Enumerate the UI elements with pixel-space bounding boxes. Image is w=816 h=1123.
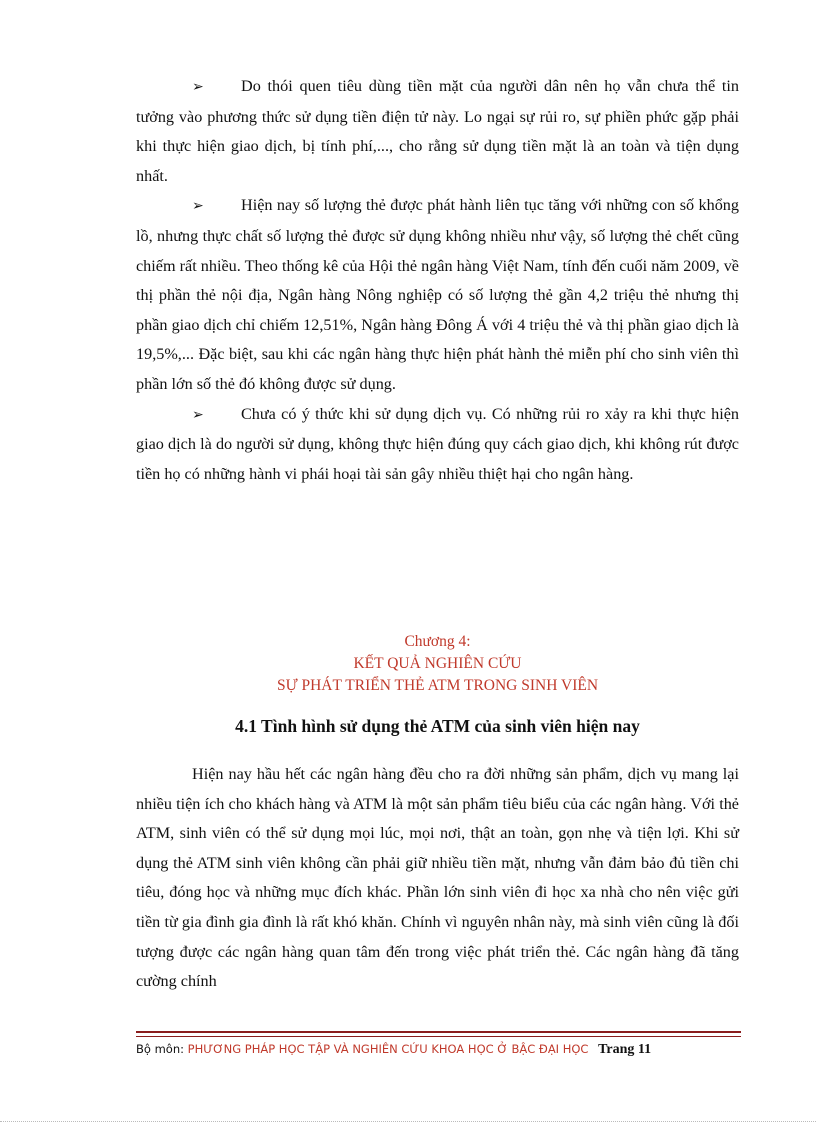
page-number: Trang 11 <box>598 1042 652 1057</box>
bullet-paragraph-1 <box>136 72 739 191</box>
section-title: 4.1 Tình hình sử dụng thẻ ATM của sinh viên hiện nay <box>235 716 640 736</box>
bullet-paragraph-2 <box>136 191 739 399</box>
footer-subject: PHƯƠNG PHÁP HỌC TẬP VÀ NGHIÊN CỨU KHOA HỌC Ở BẬC ĐẠI HỌC <box>187 1042 589 1056</box>
arrow-bullet-icon: ➢ <box>192 199 204 215</box>
chapter-title-line2: SỰ PHÁT TRIỂN THẺ ATM TRONG SINH VIÊN <box>276 677 599 694</box>
chapter-number: Chương 4: <box>404 633 471 650</box>
bullet-text: Do thói quen tiêu dùng tiền mặt của người dân nên họ vẫn chưa thể tin tưởng vào phương thức sử dụng tiền điện tử này. Lo ngại sự rủi ro, sự phiền phức gặp phải khi thực hiện giao dịch, bị tính phí,..., cho rằng sử dụng tiền mặt là an toàn và tiện dụng nhất. <box>136 77 739 185</box>
section-body <box>136 760 739 997</box>
page-edge-divider <box>0 1121 816 1122</box>
chapter-title-line1: KẾT QUẢ NGHIÊN CỨU <box>353 655 522 672</box>
page-footer <box>136 1042 651 1058</box>
footer-rule-thin <box>136 1036 741 1037</box>
bullet-text: Chưa có ý thức khi sử dụng dịch vụ. Có những rủi ro xảy ra khi thực hiện giao dịch là do người sử dụng, không thực hiện đúng quy cách giao dịch, khi không rút được tiền họ có những hành vi phái hoại tài sản gây nhiều thiệt hại cho ngân hàng. <box>136 404 739 483</box>
arrow-bullet-icon: ➢ <box>192 80 204 95</box>
bullet-text: Hiện nay số lượng thẻ được phát hành liên tục tăng với những con số khổng lồ, nhưng thực chất số lượng thẻ được sử dụng không nhiều như vậy, số lượng thẻ chết cũng chiếm rất nhiều. Theo thống kê của Hội thẻ ngân hàng Việt Nam, tính đến cuối năm 2009, về thị phần thẻ nội địa, Ngân hàng Nông nghiệp có số lượng thẻ gần 4,2 triệu thẻ nhưng thị phần giao dịch chỉ chiếm 12,51%, Ngân hàng Đông Á với 4 triệu thẻ và thị phần giao dịch là 19,5%,... Đặc biệt, sau khi các ngân hàng thực hiện phát hành thẻ miễn phí cho sinh viên thì phần lớn số thẻ đó không được sử dụng. <box>136 196 739 393</box>
section-paragraph: Hiện nay hầu hết các ngân hàng đều cho ra đời những sản phẩm, dịch vụ mang lại nhiều tiện ích cho khách hàng và ATM là một sản phẩm tiêu biểu của các ngân hàng. Với thẻ ATM, sinh viên có thể sử dụng mọi lúc, mọi nơi, thật an toàn, gọn nhẹ và tiện lợi. Khi sử dụng thẻ ATM sinh viên không cần phải giữ nhiều tiền mặt, nhưng vẫn đảm bảo đủ tiền chi tiêu, đóng học và những mục đích khác. Phần lớn sinh viên đi học xa nhà cho nên việc gửi tiền từ gia đình gia đình là rất khó khăn. Chính vì nguyên nhân này, mà sinh viên cũng là đối tượng được các ngân hàng quan tâm đến trong việc phát triển thẻ. Các ngân hàng đã tăng cường chính <box>136 765 739 991</box>
arrow-bullet-icon: ➢ <box>192 407 204 423</box>
chapter-heading <box>136 631 739 697</box>
footer-rule-thick <box>136 1031 741 1033</box>
bullet-paragraph-3 <box>136 400 739 490</box>
intro-bullet-list <box>136 72 739 489</box>
footer-label: Bộ môn: <box>136 1042 184 1056</box>
